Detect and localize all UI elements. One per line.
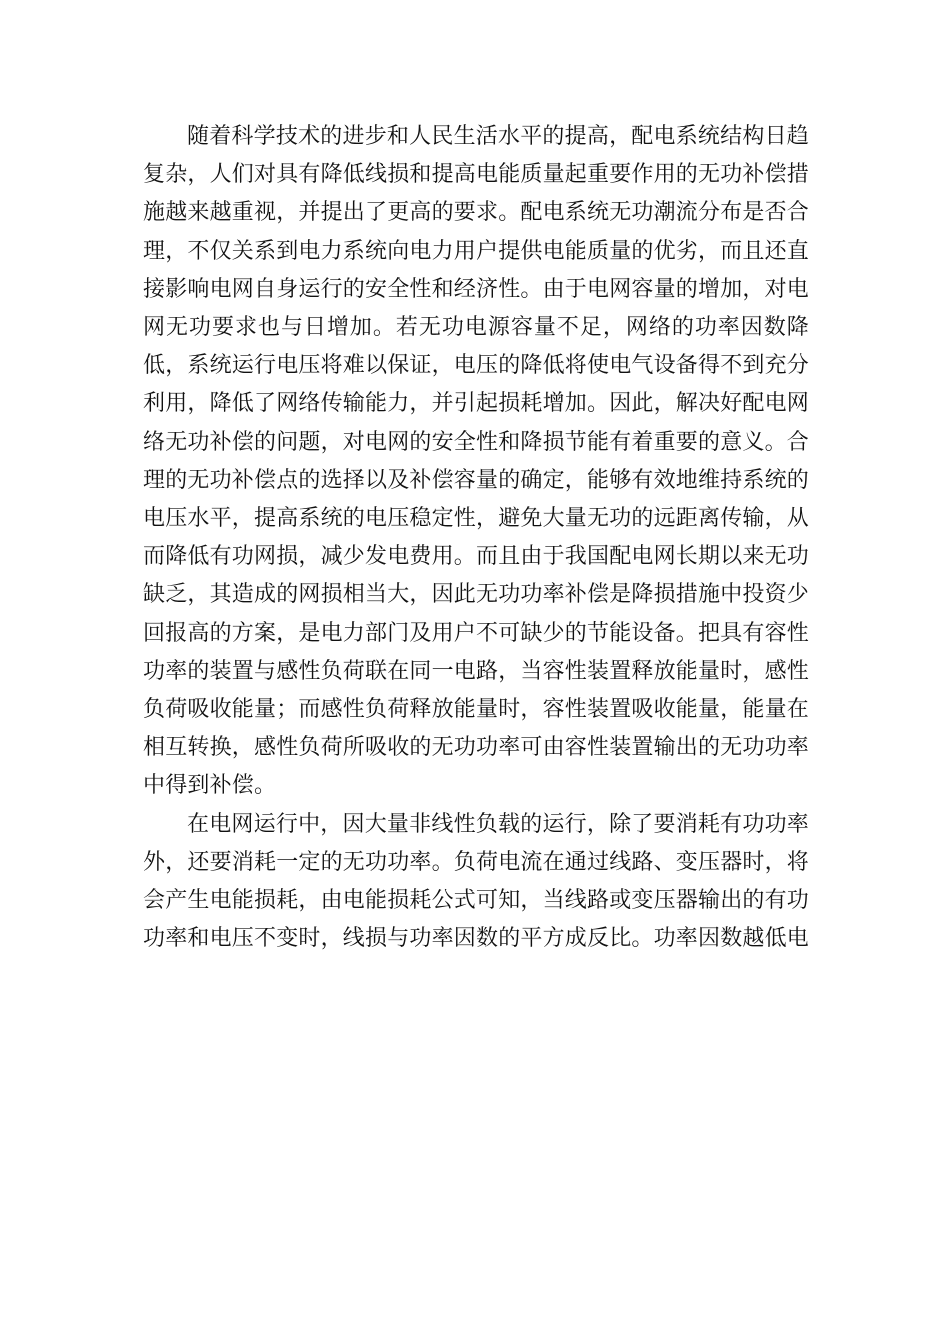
paragraph-1: 随着科学技术的进步和人民生活水平的提高，配电系统结构日趋复杂，人们对具有降低线损和提高电能质量起重要作用的无功补偿措施越来越重视，并提出了更高的要求。配电系统无功潮流分布是否合理，不仅关系到电力系统向电力用户提供电能质量的优劣，而且还直接影响电网自身运行的安全性和经济性。由于电网容量的增加，对电网无功要求也与日增加。若无功电源容量不足，网络的功率因数降低，系统运行电压将难以保证，电压的降低将使电气设备得不到充分利用，降低了网络传输能力，并引起损耗增加。因此，解决好配电网络无功补偿的问题，对电网的安全性和降损节能有着重要的意义。合理的无功补偿点的选择以及补偿容量的确定，能够有效地维持系统的电压水平，提高系统的电压稳定性，避免大量无功的远距离传输，从而降低有功网损，减少发电费用。而且由于我国配电网长期以来无功缺乏，其造成的网损相当大，因此无功功率补偿是降损措施中投资少回报高的方案，是电力部门及用户不可缺少的节能设备。把具有容性功率的装置与感性负荷联在同一电路，当容性装置释放能量时，感性负荷吸收能量；而感性负荷释放能量时，容性装置吸收能量，能量在相互转换，感性负荷所吸收的无功功率可由容性装置输出的无功功率中得到补偿。 — [143, 124, 810, 799]
paragraph-2: 在电网运行中，因大量非线性负载的运行，除了要消耗有功功率外，还要消耗一定的无功功率。负荷电流在通过线路、变压器时，将会产生电能损耗，由电能损耗公式可知，当线路或变压器输出的有功功率和电压不变时，线损与功率因数的平方成反比。功率因数越低电 — [143, 811, 810, 952]
body-text — [143, 118, 809, 958]
